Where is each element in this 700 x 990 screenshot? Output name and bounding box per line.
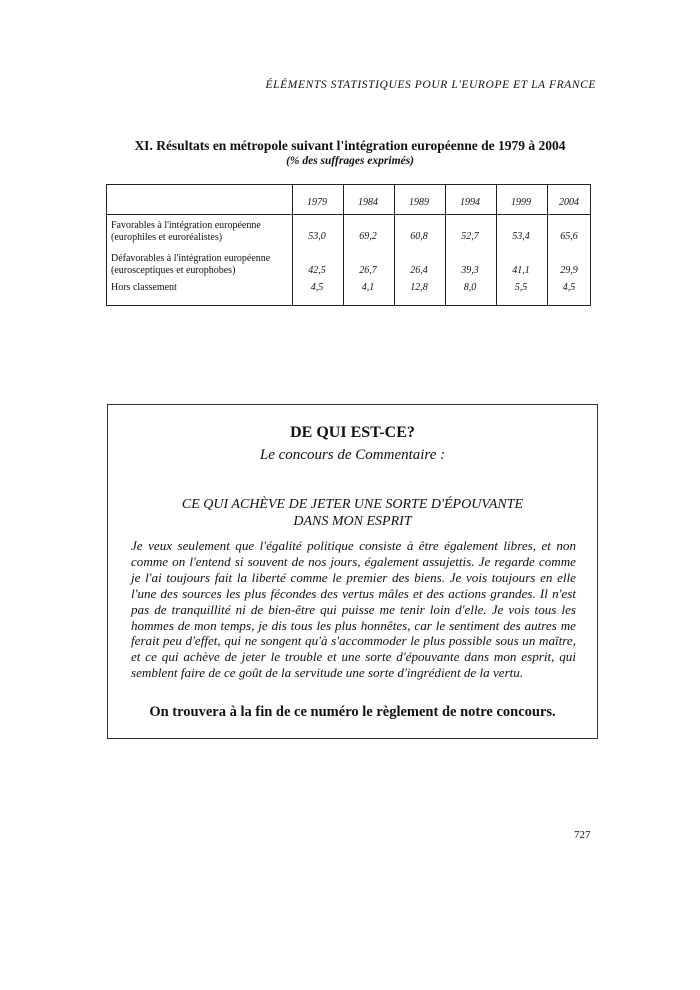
column-header-year: 1999	[511, 197, 531, 208]
column-header-year: 1994	[460, 197, 480, 208]
row-label	[111, 220, 291, 244]
quote-title	[107, 496, 598, 530]
table-cell: 52,7	[461, 231, 479, 242]
table-cell: 12,8	[410, 282, 428, 293]
page-number: 727	[574, 829, 591, 841]
quote-text: Je veux seulement que l'égalité politique consiste à être également libres, et non comme on l'entend si souvent de nos jours, également assujettis. Je regarde comme je l'ai toujours fait la liberté comme le premier des biens. Je vois toujours en elle l'une des sources les plus fécondes des vertus mâles et des actions grandes. Il n'est pas de tranquillité ni de bien-être qui puisse me tenir loin d'elle. Je vois tous les hommes de mon temps, je dis tous les plus honnêtes, car le sentiment des autres me ferait peu d'effet, qui ne songent qu'à s'accommoder le plus possible sous un maître, et ce qui achève de jeter le trouble et une sorte d'épouvante dans mon esprit, qui semblent faire de ce goût de la servitude une sorte d'ingrédient de la vertu.	[131, 538, 576, 681]
row-label-line: Défavorables à l'intégration européenne	[111, 253, 271, 264]
row-label-line: (europhiles et euroréalistes)	[111, 232, 223, 243]
table-title: XI. Résultats en métropole suivant l'intégration européenne de 1979 à 2004	[134, 138, 566, 153]
table-cell: 26,7	[359, 265, 377, 276]
quote-title-line: CE QUI ACHÈVE DE JETER UNE SORTE D'ÉPOUVANTE	[181, 497, 524, 512]
table-cell: 65,6	[560, 231, 578, 242]
results-table	[106, 184, 591, 306]
table-cell: 69,2	[359, 231, 377, 242]
table-cell: 4,5	[310, 282, 324, 293]
column-header-year: 1984	[358, 197, 378, 208]
table-cell: 26,4	[410, 265, 428, 276]
table-cell: 60,8	[410, 231, 428, 242]
table-cell: 42,5	[308, 265, 326, 276]
table-cell: 41,1	[512, 265, 530, 276]
contest-title: DE QUI EST-CE?	[290, 424, 415, 441]
table-cell: 39,3	[461, 265, 479, 276]
table-cell: 5,5	[514, 282, 528, 293]
row-label	[111, 282, 291, 294]
table-cell: 53,4	[512, 231, 530, 242]
column-header-year: 1979	[307, 197, 327, 208]
row-label	[111, 253, 291, 277]
row-label-line: Hors classement	[111, 282, 177, 293]
table-subtitle: (% des suffrages exprimés)	[286, 155, 414, 167]
table-header-rule	[292, 214, 590, 215]
table-cell: 4,5	[562, 282, 576, 293]
table-cell: 8,0	[463, 282, 477, 293]
row-label-line: (eurosceptiques et europhobes)	[111, 265, 236, 276]
running-head: ÉLÉMENTS STATISTIQUES POUR L'EUROPE ET LA FRANCE	[265, 79, 596, 91]
contest-rules-note: On trouvera à la fin de ce numéro le règlement de notre concours.	[149, 704, 556, 720]
column-header-year: 1989	[409, 197, 429, 208]
table-header-rule-left	[107, 214, 292, 215]
row-label-line: Favorables à l'intégration européenne	[111, 220, 261, 231]
table-cell: 29,9	[560, 265, 578, 276]
contest-subtitle: Le concours de Commentaire :	[259, 447, 446, 463]
quote-title-line: DANS MON ESPRIT	[293, 514, 412, 529]
table-cell: 4,1	[361, 282, 375, 293]
column-header-year: 2004	[559, 197, 579, 208]
table-cell: 53,0	[308, 231, 326, 242]
